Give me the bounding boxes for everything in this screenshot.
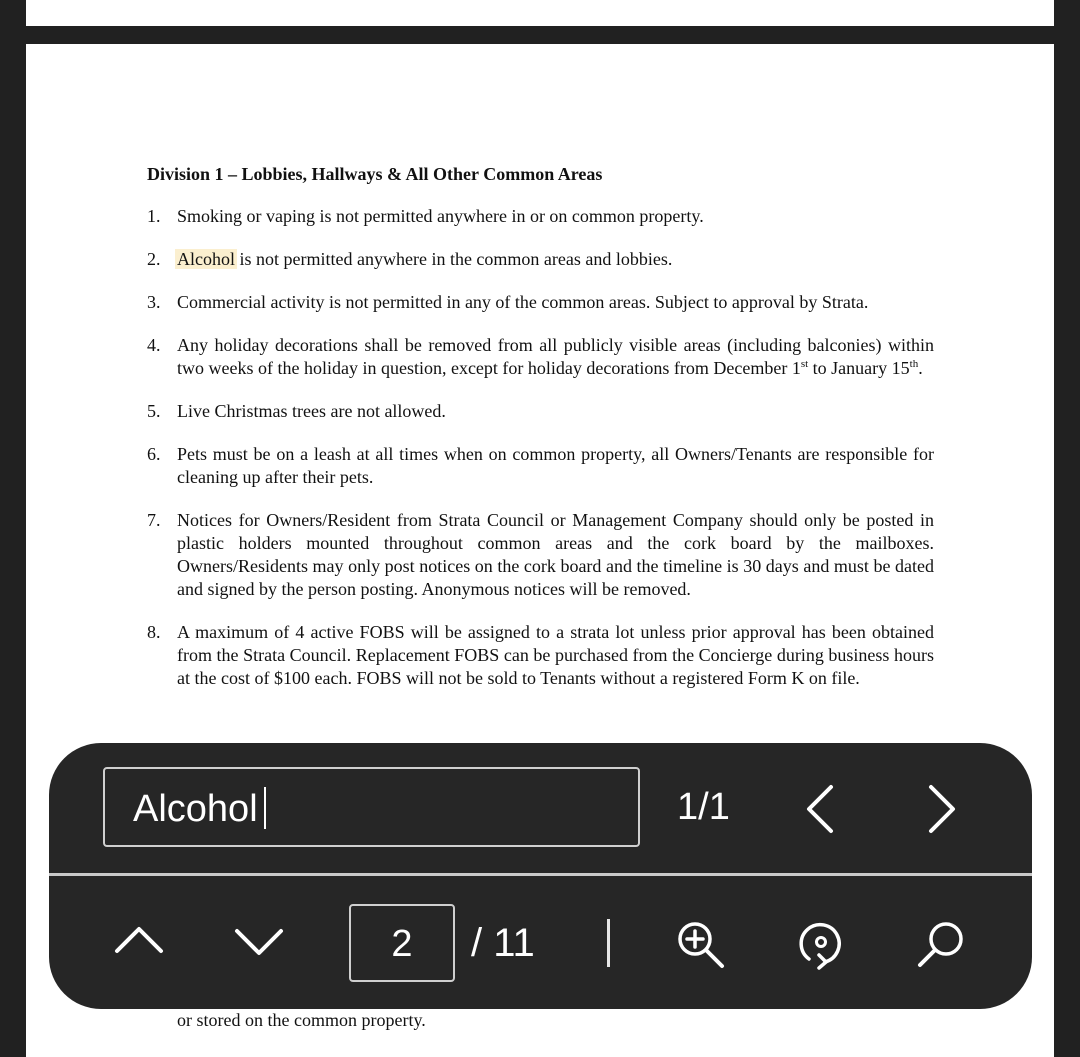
rule-text: Smoking or vaping is not permitted anywhere in or on common property. xyxy=(177,206,704,226)
rule-number: 6. xyxy=(147,444,161,464)
rule-text: A maximum of 4 active FOBS will be assigned to a strata lot unless prior approval has been obtained from the Strata Council. Replacement FOBS can be purchased from the Concierge during business hours at the cost of $100 each. FOBS will not be sold to Tenants without a registered Form K on file. xyxy=(177,622,934,688)
search-icon[interactable] xyxy=(915,919,967,971)
section-heading: Division 1 – Lobbies, Hallways & All Other Common Areas xyxy=(147,164,603,184)
superscript: st xyxy=(800,358,809,370)
zoom-in-icon[interactable] xyxy=(675,919,727,971)
find-query-wrap xyxy=(133,787,266,831)
find-query: Alcohol xyxy=(133,788,258,830)
rule-number: 5. xyxy=(147,401,161,421)
rule-number: 1. xyxy=(147,206,161,226)
document-content xyxy=(147,163,934,690)
rule-text: . xyxy=(918,358,923,378)
rule-item xyxy=(147,334,934,380)
match-count: 1/1 xyxy=(677,786,730,828)
rule-text: is not permitted anywhere in the common areas and lobbies. xyxy=(235,249,673,269)
rule-number: 3. xyxy=(147,292,161,312)
chevron-up-icon[interactable] xyxy=(113,923,165,957)
rule-item xyxy=(147,509,934,601)
chevron-left-icon[interactable] xyxy=(801,783,841,835)
chevron-right-icon[interactable] xyxy=(923,783,963,835)
rule-text: Notices for Owners/Resident from Strata Council or Management Company should only be posted in plastic holders mounted throughout common areas and the cork board by the mailboxes. Owners/Residents may only post notices on the cork board and the timeline is 30 days and must be dated and signed by the person posting. Anonymous notices will be removed. xyxy=(177,510,934,599)
rotate-icon[interactable] xyxy=(795,919,847,971)
rule-text: Any holiday decorations shall be removed from all publicly visible areas (including balconies) within two weeks of the holiday in question, except for holiday decorations from December 1 xyxy=(177,335,934,378)
previous-page-edge xyxy=(26,0,1054,26)
superscript: th xyxy=(909,358,919,370)
rule-number: 4. xyxy=(147,335,161,355)
rule-number: 8. xyxy=(147,622,161,642)
toolbar-divider xyxy=(49,873,1032,876)
text-caret xyxy=(264,787,266,829)
find-input[interactable] xyxy=(103,767,640,847)
search-highlight: Alcohol xyxy=(177,249,235,269)
rule-number: 2. xyxy=(147,249,161,269)
rule-item xyxy=(147,443,934,489)
rule-item xyxy=(147,400,934,423)
find-toolbar-panel xyxy=(49,743,1032,1009)
chevron-down-icon[interactable] xyxy=(233,925,285,959)
toolbar-separator xyxy=(607,919,610,967)
document-text-tail: or stored on the common property. xyxy=(177,1010,426,1030)
rule-text: to January 15 xyxy=(808,358,910,378)
rule-item xyxy=(147,248,934,271)
rule-text: Live Christmas trees are not allowed. xyxy=(177,401,446,421)
page-total: / 11 xyxy=(471,921,535,965)
rule-item xyxy=(147,621,934,690)
rule-text: Commercial activity is not permitted in any of the common areas. Subject to approval by Strata. xyxy=(177,292,869,312)
rule-item xyxy=(147,291,934,314)
rule-text: Pets must be on a leash at all times when on common property, all Owners/Tenants are responsible for cleaning up after their pets. xyxy=(177,444,934,487)
rule-item xyxy=(147,205,934,228)
current-page: 2 xyxy=(391,923,413,965)
rule-number: 7. xyxy=(147,510,161,530)
page-number-input[interactable] xyxy=(349,904,455,982)
